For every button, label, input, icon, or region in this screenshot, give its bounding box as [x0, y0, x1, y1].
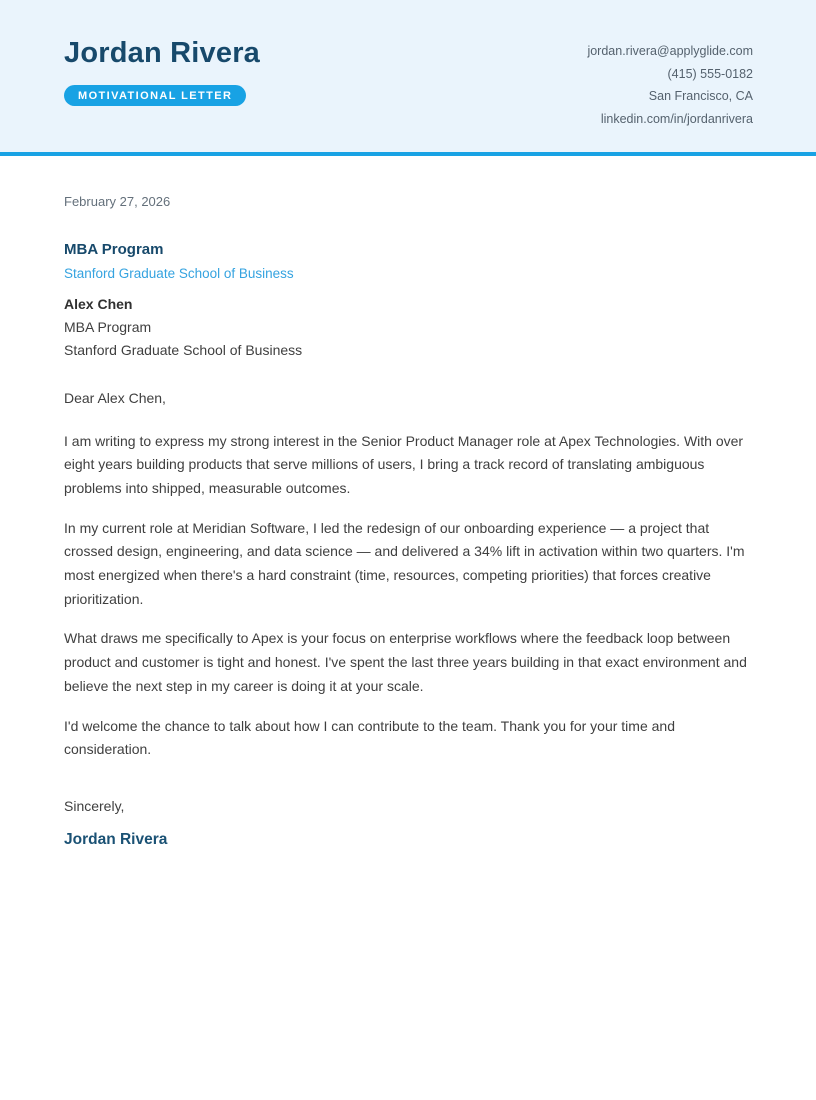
recipient-contact-lines — [64, 293, 752, 362]
paragraph-intro: I am writing to express my strong interest in the Senior Product Manager role at Apex Technologies. With over eight years building products that serve millions of users, I bring a track record of translating ambiguous problems into shipped, measurable outcomes. — [64, 432, 744, 496]
recipient-contact-name: Alex Chen — [64, 296, 133, 312]
paragraph-call-to-action: I'd welcome the chance to talk about how I can contribute to the team. Thank you for your time and consideration. — [64, 717, 675, 758]
header-identity — [64, 38, 260, 152]
letter-header — [0, 0, 816, 156]
salutation: Dear Alex Chen, — [64, 390, 166, 406]
recipient-contact-school: Stanford Graduate School of Business — [64, 342, 303, 358]
recipient-contact-program: MBA Program — [64, 319, 152, 335]
closing: Sincerely, — [64, 797, 125, 814]
paragraph-motivation: What draws me specifically to Apex is your focus on enterprise workflows where the feedback loop between product and customer is tight and honest. I've spent the last three years building in that exact environment and believe the next step in my career is doing it at your scale. — [64, 630, 747, 694]
recipient-block — [64, 240, 752, 362]
contact-location: San Francisco, CA — [648, 89, 753, 104]
recipient-school-link[interactable]: Stanford Graduate School of Business — [64, 266, 294, 281]
letter-body — [0, 194, 816, 849]
applicant-name: Jordan Rivera — [64, 37, 261, 69]
paragraph-current-role: In my current role at Meridian Software, I led the redesign of our onboarding experience — a project that crossed design, engineering, and data science — and delivered a 34% lift in activation within two quarters. I'm most energized when there's a hard constraint (time, resources, competing priorities) that forces creative prioritization. — [64, 519, 745, 607]
recipient-program-heading: MBA Program — [64, 241, 164, 258]
contact-phone: (415) 555-0182 — [667, 66, 753, 81]
contact-email: jordan.rivera@applyglide.com — [587, 44, 753, 58]
signature-name: Jordan Rivera — [64, 831, 168, 849]
document-type-badge: MOTIVATIONAL LETTER — [64, 85, 246, 106]
contact-info — [587, 38, 753, 152]
contact-linkedin: linkedin.com/in/jordanrivera — [600, 111, 753, 126]
letter-date: February 27, 2026 — [64, 194, 171, 209]
